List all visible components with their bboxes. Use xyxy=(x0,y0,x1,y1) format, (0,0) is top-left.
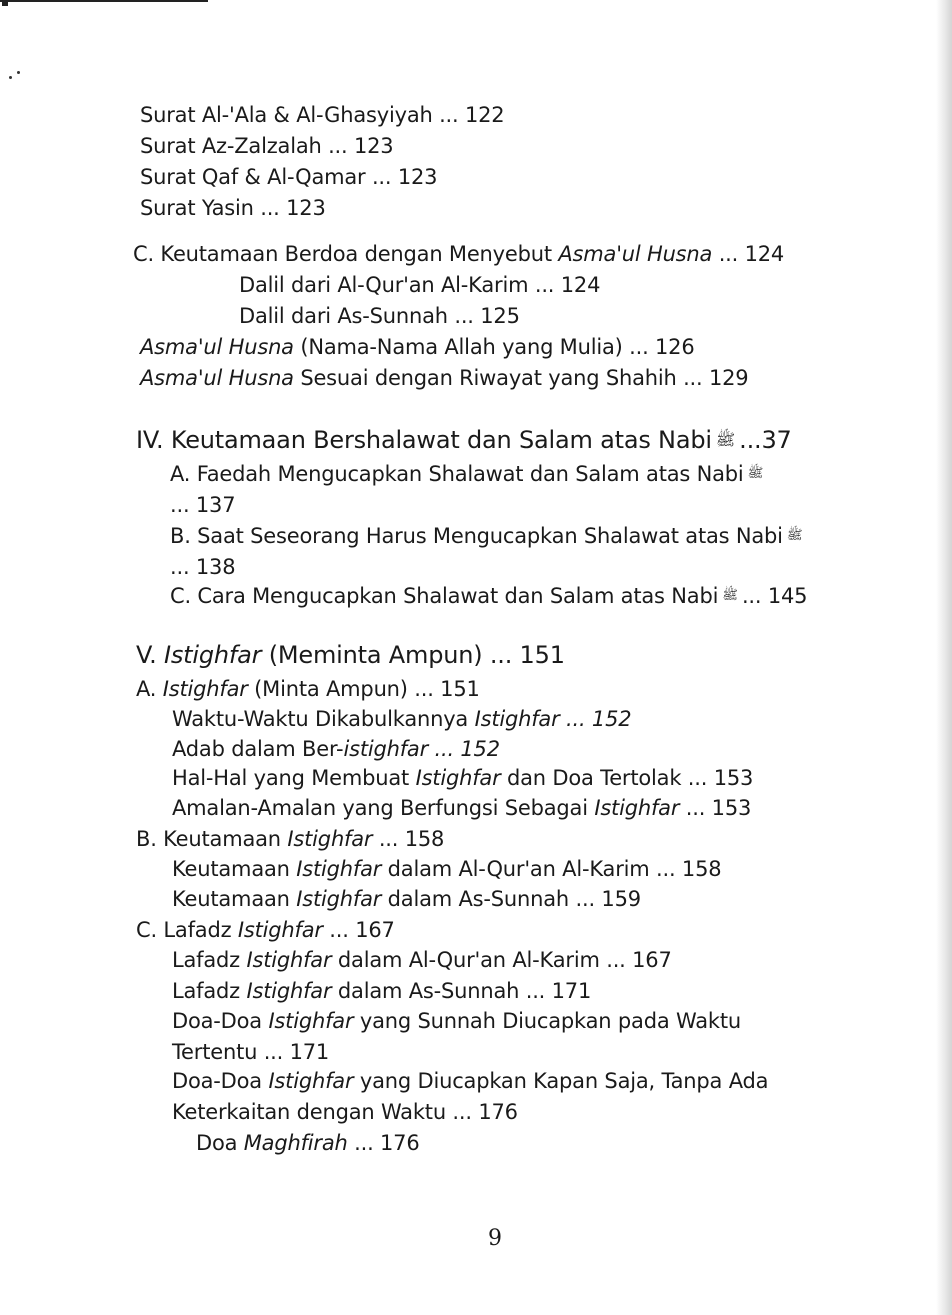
toc-entry xyxy=(172,1039,329,1065)
toc-entry xyxy=(172,1099,518,1125)
toc-entry xyxy=(170,461,767,487)
italic-term: Istighfar ... 152 xyxy=(474,707,632,731)
toc-section-a xyxy=(136,676,480,702)
toc-entry xyxy=(172,765,753,791)
text: dalam As-Sunnah ... 159 xyxy=(381,887,641,911)
text: C. Cara Mengucapkan Shalawat dan Salam atas Nabi xyxy=(170,584,719,608)
text: Lafadz xyxy=(172,979,247,1003)
text: dalam Al-Qur'an Al-Karim ... 167 xyxy=(331,948,672,972)
toc-page-ref: ... 138 xyxy=(170,555,236,579)
page-ref: ... 145 xyxy=(741,584,808,608)
honorific-symbol: ﷺ xyxy=(786,527,803,543)
text: Keutamaan xyxy=(172,887,297,911)
italic-term: Istighfar xyxy=(162,677,248,701)
text: dan Doa Tertolak ... 153 xyxy=(500,766,754,790)
italic-term: Maghfirah xyxy=(243,1131,348,1155)
page-ref: ... 124 xyxy=(712,242,785,266)
text: (Meminta Ampun) ... 151 xyxy=(261,641,565,669)
text: Waktu-Waktu Dikabulkannya xyxy=(172,707,475,731)
italic-term: Istighfar xyxy=(246,948,332,972)
italic-term: Istighfar xyxy=(237,918,323,942)
honorific-symbol: ﷺ xyxy=(747,465,764,481)
text: ... 153 xyxy=(679,796,752,820)
chapter-iv-heading xyxy=(136,425,792,455)
text: Doa-Doa xyxy=(172,1009,269,1033)
scan-speck xyxy=(17,71,20,74)
italic-term: Istighfar xyxy=(246,979,332,1003)
scan-speck xyxy=(9,76,12,79)
page-number: 9 xyxy=(488,1226,502,1251)
text: Sesuai dengan Riwayat yang Shahih ... 129 xyxy=(293,366,749,390)
text: ... 167 xyxy=(322,918,395,942)
text: (Nama-Nama Allah yang Mulia) ... 126 xyxy=(293,335,695,359)
toc-entry xyxy=(196,1130,420,1156)
text: Doa-Doa xyxy=(172,1069,269,1093)
toc-entry: Surat Al-'Ala & Al-Ghasyiyah ... 122 xyxy=(140,103,505,127)
text: B. Saat Seseorang Harus Mengucapkan Shalawat atas Nabi xyxy=(170,524,783,548)
text: Hal-Hal yang Membuat xyxy=(172,766,416,790)
italic-term: Istighfar xyxy=(594,796,680,820)
toc-entry: Dalil dari Al-Qur'an Al-Karim ... 124 xyxy=(239,273,601,297)
toc-section-c xyxy=(133,241,784,267)
toc-entry xyxy=(172,1068,768,1094)
toc-entry xyxy=(172,947,672,973)
italic-term: Istighfar xyxy=(296,887,382,911)
honorific-symbol: ﷺ xyxy=(715,429,736,449)
text: Tertentu ... 171 xyxy=(172,1040,330,1064)
toc-entry: Dalil dari As-Sunnah ... 125 xyxy=(239,304,520,328)
toc-entry xyxy=(172,886,641,912)
text: yang Diucapkan Kapan Saja, Tanpa Ada xyxy=(353,1069,769,1093)
toc-entry xyxy=(172,795,751,821)
text: Keterkaitan dengan Waktu ... 176 xyxy=(172,1100,518,1124)
toc-entry xyxy=(172,1008,741,1034)
toc-entry xyxy=(140,334,695,360)
text: C. Lafadz xyxy=(136,918,238,942)
italic-term: Istighfar xyxy=(296,857,382,881)
italic-term: Istighfar xyxy=(163,641,262,669)
toc-entry xyxy=(170,583,807,609)
toc-entry: Surat Az-Zalzalah ... 123 xyxy=(140,134,394,158)
toc-entry xyxy=(172,706,631,732)
toc-entry: Surat Yasin ... 123 xyxy=(140,196,326,220)
scan-edge-line xyxy=(0,0,208,2)
italic-term: Asma'ul Husna xyxy=(140,366,294,390)
chapter-title: IV. Keutamaan Bershalawat dan Salam atas Nabi xyxy=(136,426,712,454)
page-ref: ...37 xyxy=(739,426,792,454)
text: V. xyxy=(136,641,164,669)
text: A. Faedah Mengucapkan Shalawat dan Salam atas Nabi xyxy=(170,462,744,486)
toc-section-c xyxy=(136,917,395,943)
text: Amalan-Amalan yang Berfungsi Sebagai xyxy=(172,796,595,820)
text: C. Keutamaan Berdoa dengan Menyebut xyxy=(133,242,559,266)
italic-term: istighfar ... 152 xyxy=(343,737,500,761)
toc-page-ref: ... 137 xyxy=(170,493,236,517)
toc-entry: Surat Qaf & Al-Qamar ... 123 xyxy=(140,165,438,189)
text: Adab dalam Ber- xyxy=(172,737,344,761)
text: ... 176 xyxy=(347,1131,420,1155)
italic-term: Asma'ul Husna xyxy=(140,335,294,359)
honorific-symbol: ﷺ xyxy=(722,587,738,603)
text: (Minta Ampun) ... 151 xyxy=(247,677,480,701)
text: ... 158 xyxy=(372,827,445,851)
italic-term: Istighfar xyxy=(415,766,501,790)
toc-section-b xyxy=(136,826,444,852)
italic-term: Istighfar xyxy=(268,1009,354,1033)
toc-entry xyxy=(172,856,721,882)
text: yang Sunnah Diucapkan pada Waktu xyxy=(353,1009,741,1033)
italic-term: Asma'ul Husna xyxy=(558,242,713,266)
italic-term: Istighfar xyxy=(268,1069,354,1093)
text: dalam Al-Qur'an Al-Karim ... 158 xyxy=(381,857,722,881)
text: B. Keutamaan xyxy=(136,827,288,851)
toc-entry xyxy=(172,736,500,762)
text: Lafadz xyxy=(172,948,247,972)
chapter-v-heading xyxy=(136,640,565,670)
toc-entry xyxy=(170,523,807,549)
toc-entry xyxy=(172,978,591,1004)
text: Keutamaan xyxy=(172,857,297,881)
text: dalam As-Sunnah ... 171 xyxy=(331,979,592,1003)
text: A. xyxy=(136,677,163,701)
scan-edge-mark xyxy=(2,2,8,6)
text: Doa xyxy=(196,1131,244,1155)
page-edge-shadow xyxy=(936,0,952,1315)
italic-term: Istighfar xyxy=(287,827,373,851)
toc-entry xyxy=(140,365,748,391)
